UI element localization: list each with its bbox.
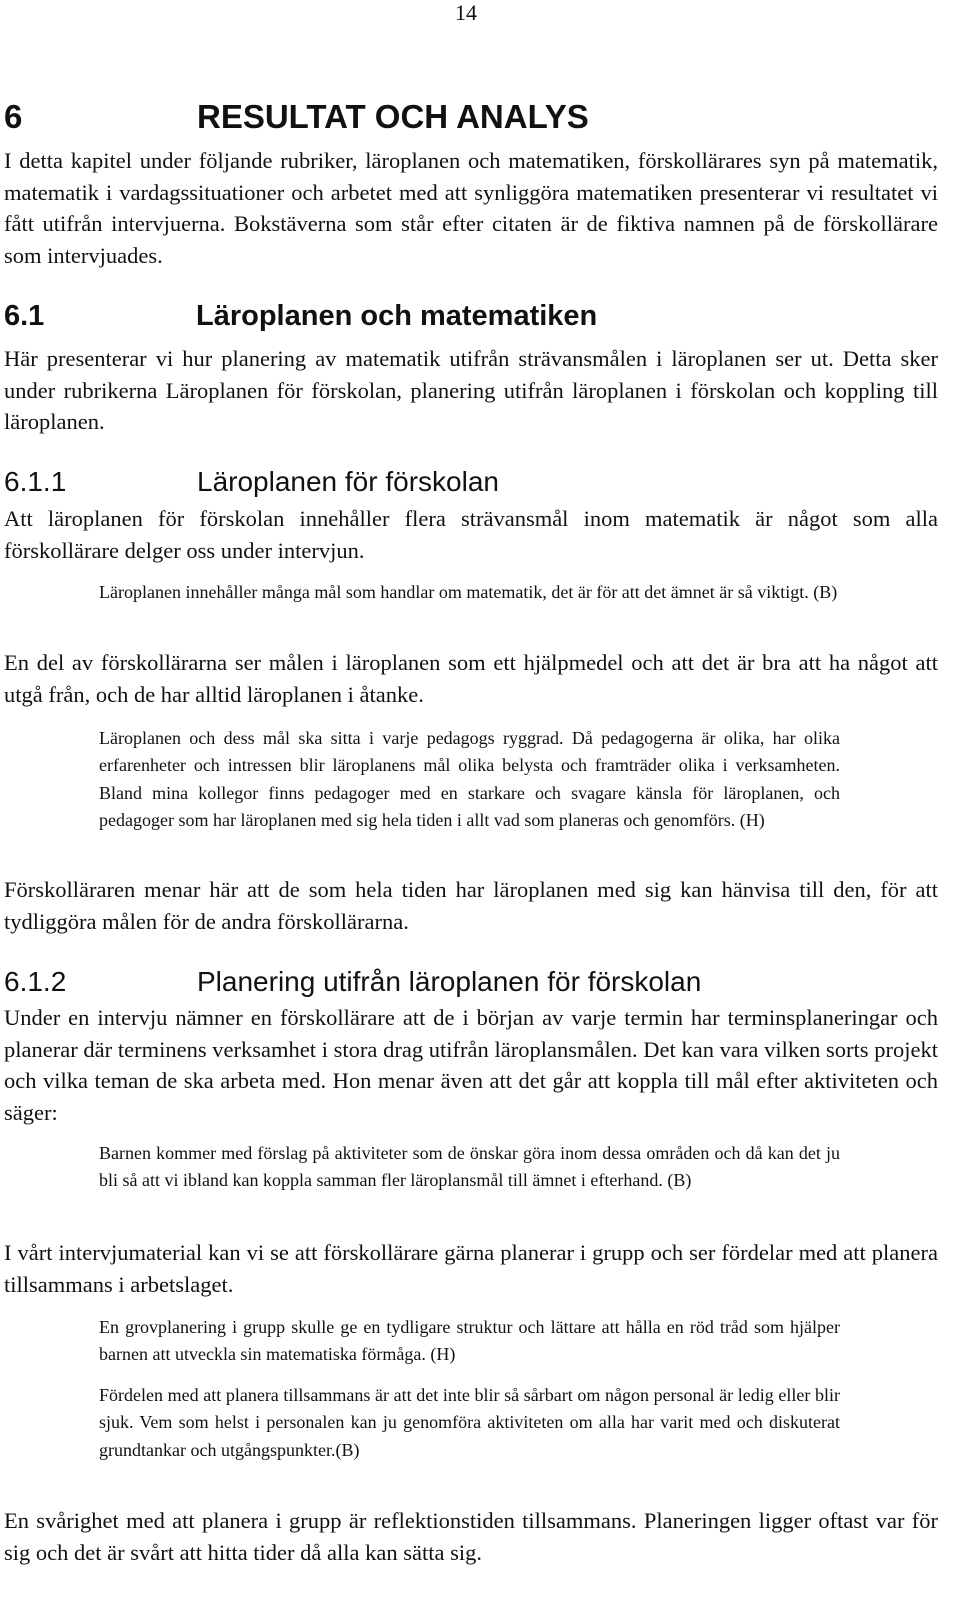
quote-block: Läroplanen innehåller många mål som handlar om matematik, det är för att det ämnet är så viktigt. (B) xyxy=(99,582,838,602)
paragraph-6-1-2-a: Under en intervju nämner en förskollärare att de i början av varje termin har terminsplaneringar och planerar där terminens verksamhet i stora drag utifrån läroplansmålen. Det kan vara vilken sorts projekt och vilka teman de ska arbeta med. Hon menar även att det går att koppla till mål efter aktiviteten och säger: xyxy=(4,1005,938,1125)
quote-block: Läroplanen och dess mål ska sitta i varje pedagogs ryggrad. Då pedagogerna är olika, har olika erfarenheter och intressen blir läroplanens mål olika belysta och framträder olika i verksamheten. Bland mina kollegor finns pedagoger med en starkare och svagare känsla för läroplanen, och pedagoger som har läroplanen med sig hela tiden i allt vad som planeras och genomförs. (H) xyxy=(99,728,840,830)
quote-block: Fördelen med att planera tillsammans är att det inte blir så sårbart om någon personal är ledig eller blir sjuk. Vem som helst i personalen kan ju genomföra aktiviteten om alla har varit med och diskuterat grundtankar och utgångspunkter.(B) xyxy=(99,1385,840,1460)
page-number: 14 xyxy=(455,0,477,25)
subsection-title: Planering utifrån läroplanen för förskolan xyxy=(197,966,702,997)
paragraph-6-1: Här presenterar vi hur planering av matematik utifrån strävansmålen i läroplanen ser ut. Detta sker under rubrikerna Läroplanen för förskolan, planering utifrån läroplanen i förskolan och koppling till läroplanen. xyxy=(4,346,938,434)
section-heading-6-1 xyxy=(4,300,597,333)
paragraph-6-1-1-b: En del av förskollärarna ser målen i läroplanen som ett hjälpmedel och att det är bra att ha något att utgå från, och de har alltid läroplanen i åtanke. xyxy=(4,650,938,707)
subsection-heading-6-1-1 xyxy=(4,466,499,498)
paragraph-6-1-1-c: Förskolläraren menar här att de som hela tiden har läroplanen med sig kan hänvisa till den, för att tydliggöra målen för de andra förskollärarna. xyxy=(4,877,938,934)
quote-block: Barnen kommer med förslag på aktiviteter som de önskar göra inom dessa områden och då kan det ju bli så att vi ibland kan koppla samman fler läroplansmål till ämnet i efterhand. (B) xyxy=(99,1143,840,1191)
section-title: Läroplanen och matematiken xyxy=(196,300,598,332)
subsection-title: Läroplanen för förskolan xyxy=(197,466,499,497)
chapter-title: RESULTAT OCH ANALYS xyxy=(197,98,589,135)
subsection-number: 6.1.2 xyxy=(4,966,67,997)
paragraph-6-1-2-b: I vårt intervjumaterial kan vi se att förskollärare gärna planerar i grupp och ser fördelar med att planera tillsammans i arbetslaget. xyxy=(4,1240,938,1297)
chapter-heading xyxy=(4,98,589,136)
subsection-number: 6.1.1 xyxy=(4,466,67,497)
chapter-number: 6 xyxy=(4,98,23,135)
section-number: 6.1 xyxy=(4,300,45,332)
paragraph-6-1-1-a: Att läroplanen för förskolan innehåller flera strävansmål inom matematik är något som alla förskollärare delger oss under intervjun. xyxy=(4,506,938,563)
paragraph-6-1-2-c: En svårighet med att planera i grupp är reflektionstiden tillsammans. Planeringen ligger oftast var för sig och det är svårt att hitta tider då alla kan sätta sig. xyxy=(4,1508,938,1565)
intro-paragraph: I detta kapitel under följande rubriker, läroplanen och matematiken, förskollärares syn på matematik, matematik i vardagssituationer och arbetet med att synliggöra matematiken presenterar vi resultatet vi fått utifrån intervjuerna. Bokstäverna som står efter citaten är de fiktiva namnen på de förskollärare som intervjuades. xyxy=(4,148,938,268)
subsection-heading-6-1-2 xyxy=(4,966,701,998)
quote-block: En grovplanering i grupp skulle ge en tydligare struktur och lättare att hålla en röd tråd som hjälper barnen att utveckla sin matematiska förmåga. (H) xyxy=(99,1317,840,1365)
